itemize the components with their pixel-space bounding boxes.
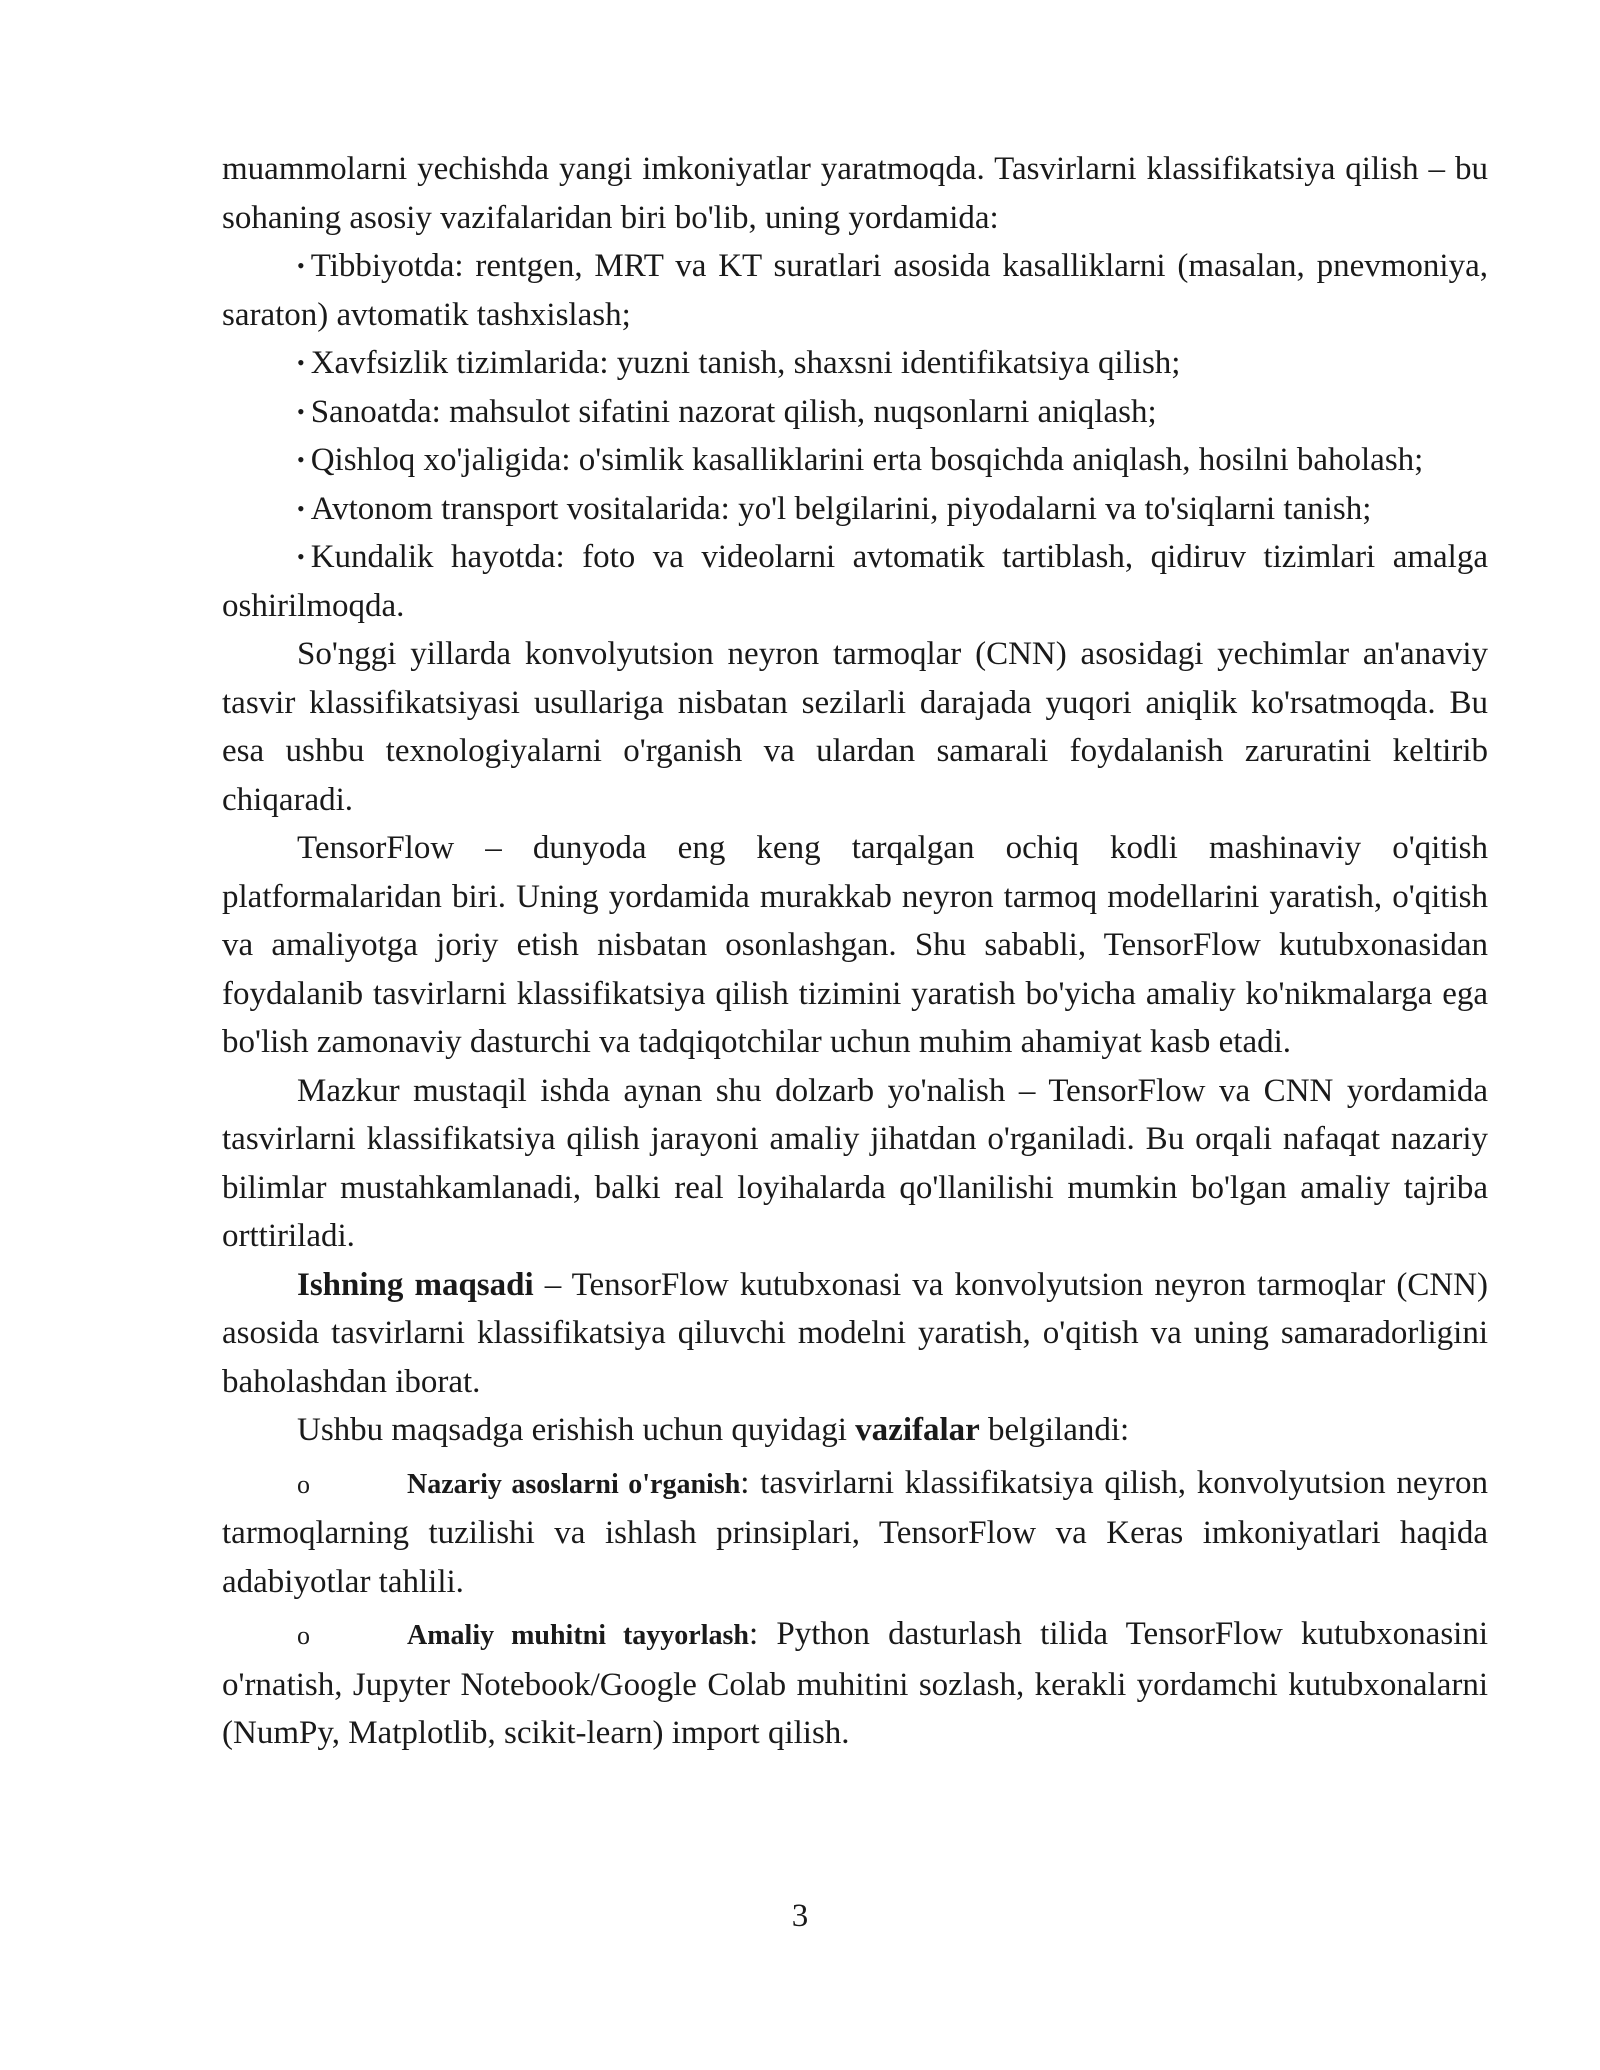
bullet-item <box>222 388 1488 437</box>
bullet-text: Avtonom transport vositalarida: yo'l belgilarini, piyodalarni va to'siqlarni tanish; <box>310 490 1372 527</box>
tensorflow-paragraph: TensorFlow – dunyoda eng keng tarqalgan ochiq kodli mashinaviy o'qitish platformalaridan biri. Uning yordamida murakkab neyron tarmoq modellarini yaratish, o'qitish va amaliyotga joriy etish nisbatan osonlashgan. Shu sababli, TensorFlow kutubxonasidan foydalanib tasvirlarni klassifikatsiya qilish tizimini yaratish bo'yicha amaliy ko'nikmalarga ega bo'lish zamonaviy dasturchi va tadqiqotchilar uchun muhim ahamiyat kasb etadi. <box>222 830 1488 1060</box>
goal-paragraph <box>222 1261 1488 1407</box>
bullet-icon: • <box>297 544 305 569</box>
bullet-item <box>222 339 1488 388</box>
circle-bullet-icon: o <box>297 1621 310 1650</box>
circle-bullet-icon: o <box>297 1469 310 1499</box>
bullet-icon: • <box>297 350 305 375</box>
mazkur-paragraph: Mazkur mustaqil ishda aynan shu dolzarb yo'nalish – TensorFlow va CNN yordamida tasvirlarni klassifikatsiya qilish jarayoni amaliy jihatdan o'rganiladi. Bu orqali nafaqat nazariy bilimlar mustahkamlanadi, balki real loyihalarda qo'llanilishi mumkin bo'lgan amaliy tajriba orttiriladi. <box>222 1072 1488 1254</box>
bullet-icon: • <box>297 398 305 424</box>
goal-label: Ishning maqsadi <box>297 1266 534 1303</box>
bullet-text: Qishloq xo'jaligida: o'simlik kasalliklarini erta bosqichda aniqlash, hosilni baholash; <box>310 442 1424 478</box>
tasks-intro-after: belgilandi: <box>979 1412 1130 1448</box>
bullet-icon: • <box>297 253 305 278</box>
bullet-text: Sanoatda: mahsulot sifatini nazorat qilish, nuqsonlarni aniqlash; <box>310 393 1157 430</box>
bullet-text: Tibbiyotda: rentgen, MRT va KT suratlari asosida kasalliklarni (masalan, pnevmoniya, saraton) avtomatik tashxislash; <box>222 248 1488 333</box>
bullet-item <box>222 485 1488 534</box>
tasks-intro-before: Ushbu maqsadga erishish uchun quyidagi <box>297 1412 856 1448</box>
bullet-item <box>222 436 1488 485</box>
tasks-intro-paragraph <box>222 1406 1488 1455</box>
goal-text: – TensorFlow kutubxonasi va konvolyutsion neyron tarmoqlar (CNN) asosida tasvirlarni klassifikatsiya qiluvchi modelni yaratish, o'qitish va uning samaradorligini baholashdan iborat. <box>222 1266 1488 1400</box>
bullet-text: Xavfsizlik tizimlarida: yuzni tanish, shaxsni identifikatsiya qilish; <box>310 345 1181 381</box>
task-text: : tasvirlarni klassifikatsiya qilish, konvolyutsion neyron tarmoqlarning tuzilishi va ishlash prinsiplari, TensorFlow va Keras imkoniyatlari haqida adabiyotlar tahlili. <box>222 1464 1489 1600</box>
page-number: 3 <box>791 1898 809 1934</box>
bullet-icon: • <box>297 447 305 472</box>
bullet-text: Kundalik hayotda: foto va videolarni avtomatik tartiblash, qidiruv tizimlari amalga oshirilmoqda. <box>222 539 1488 624</box>
task-item <box>222 1610 1488 1758</box>
task-title: Nazariy asoslarni o'rganish <box>407 1468 741 1500</box>
bullet-item <box>222 242 1488 339</box>
intro-continuation-paragraph: muammolarni yechishda yangi imkoniyatlar yaratmoqda. Tasvirlarni klassifikatsiya qilish – bu sohaning asosiy vazifalaridan biri bo'lib, uning yordamida: <box>222 151 1488 236</box>
task-title: Amaliy muhitni tayyorlash <box>407 1620 749 1651</box>
bullet-icon: • <box>297 495 305 521</box>
task-text: : Python dasturlash tilida TensorFlow kutubxonasini o'rnatish, Jupyter Notebook/Google Colab muhitini sozlash, kerakli yordamchi kutubxonalarni (NumPy, Matplotlib, scikit-learn) import qilish. <box>222 1616 1488 1751</box>
cnn-paragraph: So'nggi yillarda konvolyutsion neyron tarmoqlar (CNN) asosidagi yechimlar an'anaviy tasvir klassifikatsiyasi usullariga nisbatan sezilarli darajada yuqori aniqlik ko'rsatmoqda. Bu esa ushbu texnologiyalarni o'rganish va ulardan samarali foydalanish zaruratini keltirib chiqaradi. <box>222 636 1488 818</box>
bullet-item <box>222 533 1488 630</box>
tasks-intro-bold: vazifalar <box>855 1412 980 1448</box>
document-page <box>222 145 1488 1758</box>
task-item <box>222 1459 1488 1607</box>
